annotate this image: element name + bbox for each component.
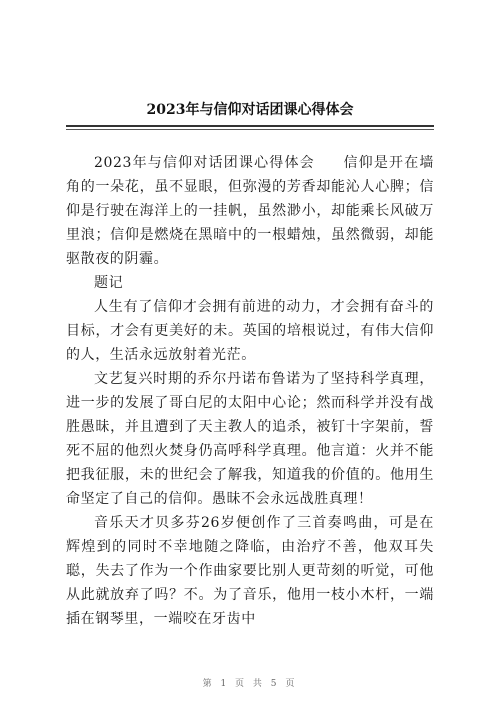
document-title: 2023年与信仰对话团课心得体会 xyxy=(146,102,354,118)
intro-heading: 2023年与信仰对话团课心得体会 xyxy=(94,155,315,171)
title-divider-thin xyxy=(66,129,434,130)
intro-paragraph xyxy=(66,151,434,271)
title-divider-thick xyxy=(66,125,434,127)
document-body xyxy=(66,151,434,631)
epigraph-label: 题记 xyxy=(94,275,124,291)
paragraph-beethoven: 音乐天才贝多芬26岁便创作了三首奏鸣曲，可是在辉煌到的同时不幸地随之降临，由治疗不善，他双耳失聪，失去了作为一个作曲家要比别人更苛刻的听觉，可他从此就放弃了吗？不。为了音乐，他用一枝小木杆，一端插在钢琴里，一端咬在牙齿中 xyxy=(66,515,434,627)
page-footer: 第 1 页 共 5 页 xyxy=(202,679,298,689)
intro-text: 信仰是开在墙角的一朵花，虽不显眼，但弥漫的芳香却能沁人心脾；信仰是行驶在海洋上的一挂帆，虽然渺小，却能乘长风破万里浪；信仰是燃烧在黑暗中的一根蜡烛，虽然微弱，却能驱散夜的阴霾。 xyxy=(66,155,434,267)
paragraph-belief: 人生有了信仰才会拥有前进的动力，才会拥有奋斗的目标，才会有更美好的未。英国的培根说过，有伟大信仰的人，生活永远放射着光茫。 xyxy=(66,299,434,363)
paragraph-bruno: 文艺复兴时期的乔尔丹诺布鲁诺为了坚持科学真理，进一步的发展了哥白尼的太阳中心论；然而科学并没有战胜愚昧，并且遭到了天主教人的追杀，被钉十字架前，誓死不屈的他烈火焚身仍高呼科学真理。他言道：火并不能把我征服，未的世纪会了解我，知道我的价值的。他用生命坚定了自己的信仰。愚昧不会永远战胜真理！ xyxy=(66,371,434,507)
